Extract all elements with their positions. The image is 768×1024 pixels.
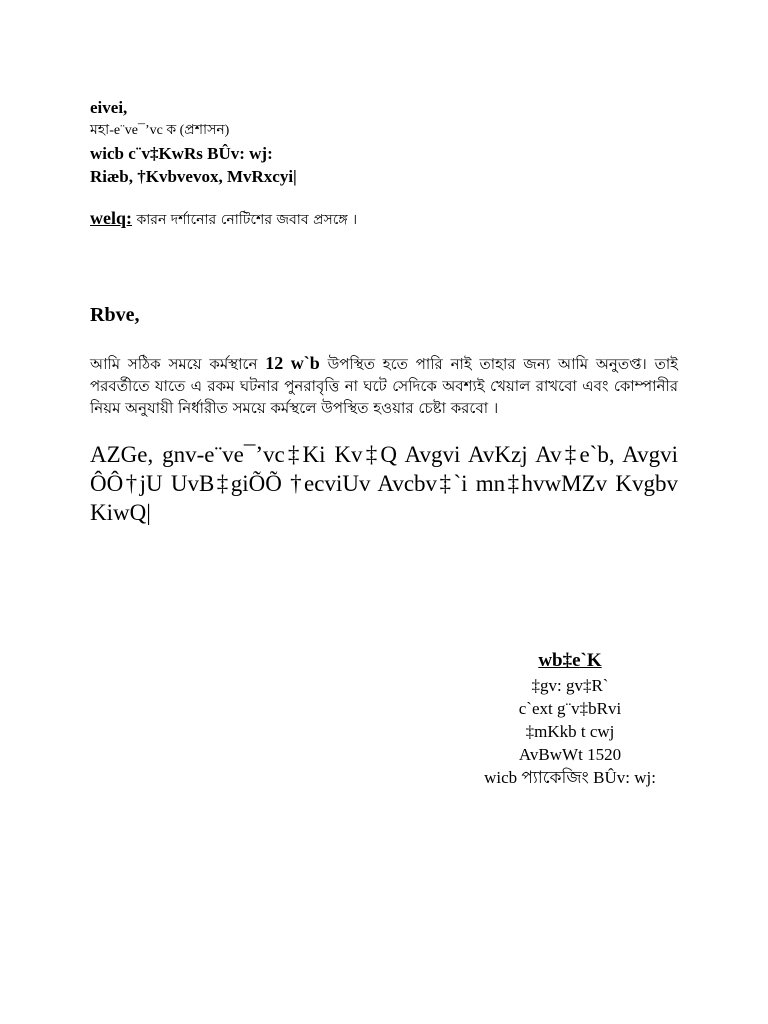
recipient-address [90, 96, 710, 188]
recipient-salutation: eivei, [90, 98, 128, 117]
greeting: Rbve, [90, 304, 140, 326]
recipient-designation: মহা-e¨ve¯’vc ক (প্রশাসন) [90, 123, 230, 138]
signature-section: ‡mKkb t cwj [525, 722, 615, 741]
signature-block [440, 648, 700, 789]
subject-text: কারন দর্শানোর নোটিশের জবাব প্রসঙ্গে । [132, 212, 358, 228]
body-paragraph-1-part2: উপস্থিত হতে পারি নাই তাহার জন্য আমি অনুতপ্ত। তাই পরবর্তীতে যাতে এ রকম ঘটনার পুনরাবৃত্তি না ঘটে সেদিকে অবশ্যই খেয়াল রাখবো এবং কোম্পানীর নিয়ম অনুযায়ী নির্ধারীত সময়ে কর্মস্থলে উপস্থিত হওয়ার চেষ্টা করবো । [90, 355, 678, 417]
recipient-location: Riæb, †Kvbvevox, MvRxcyi| [90, 167, 297, 186]
subject-label: welq: [90, 208, 132, 228]
body-paragraph-1-highlight: 12 w`b [265, 353, 320, 373]
recipient-company: wicb c¨v‡KwRs BÛv: wj: [90, 144, 273, 163]
signature-id: AvBwWt 1520 [518, 745, 622, 764]
body-paragraph-1 [90, 352, 678, 419]
body-paragraph-2: AZGe, gnv-e¨ve¯’vc‡Ki Kv‡Q Avgvi AvKzj Av‡e`b, Avgvi ÔÔ†jU UvB‡giÕÕ †ecviUv Avcbv‡`i mn‡hvwMZv Kvgbv KiwQ| [90, 442, 678, 525]
signature-position: c`ext g¨v‡bRvi [518, 699, 622, 718]
subject-line [90, 208, 357, 232]
signature-company: wicb প্যাকেজিং BÛv: wj: [484, 768, 656, 787]
signature-name: ‡gv: gv‡R` [531, 676, 609, 695]
signature-title: wb‡e`K [538, 650, 602, 671]
body-paragraph-1-part1: আমি সঠিক সময়ে কর্মস্থানে [90, 355, 266, 373]
